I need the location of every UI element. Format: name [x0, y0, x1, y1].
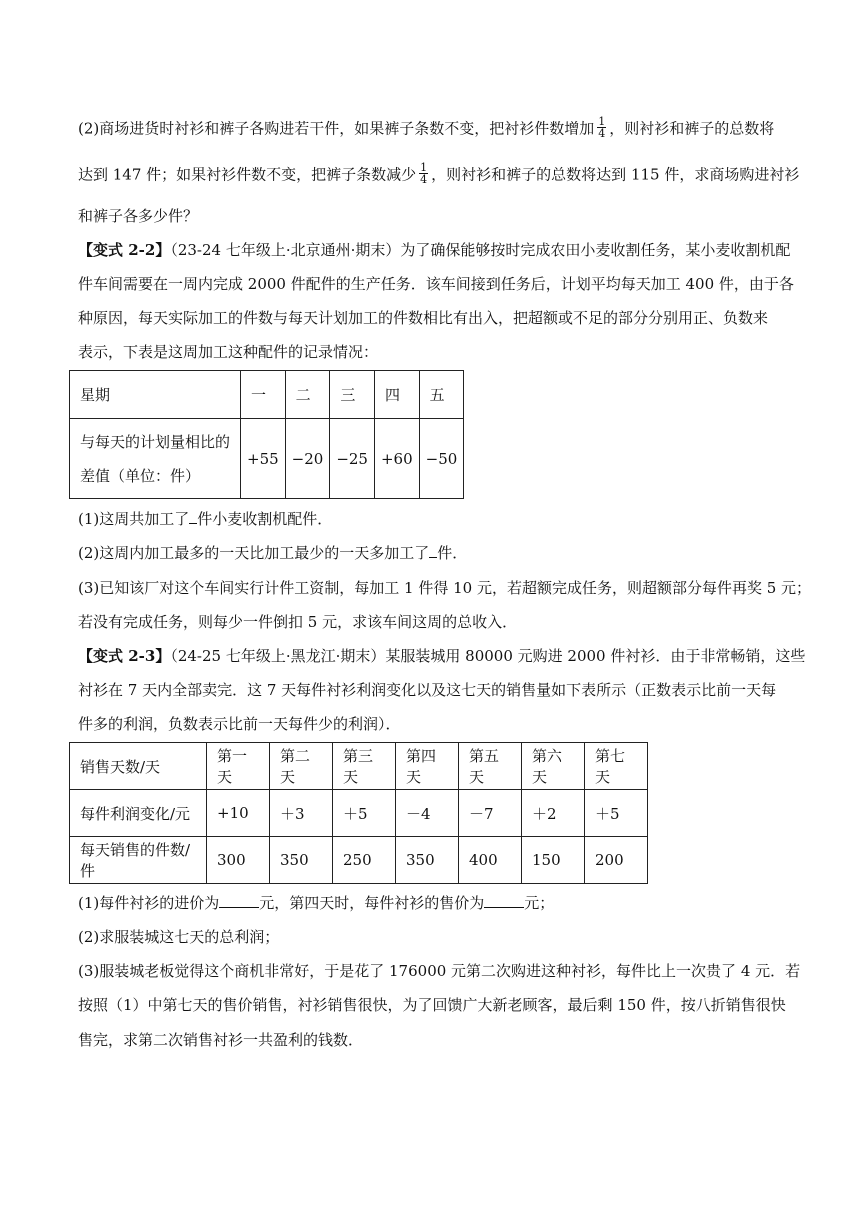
- sales-table: [69, 742, 648, 884]
- answer-blank[interactable]: [219, 893, 259, 908]
- variant-2-3-line3: 件多的利润，负数表示比前一天每件少的利润）．: [78, 715, 401, 733]
- production-table: [69, 370, 464, 499]
- problem2-line1: [78, 115, 775, 141]
- text: ，则衬衫和裤子的总数将: [609, 119, 775, 138]
- question-3-line2: 若没有完成任务，则每少一件倒扣 5 元，求该车间这周的总收入．: [78, 613, 518, 631]
- fraction-one-quarter: $\frac{1}{4}$: [420, 161, 428, 186]
- question-3-line2: 按照（1）中第七天的售价销售，衬衫销售很快，为了回馈广大新老顾客，最后剩 150 件，按八折销售很快: [78, 996, 786, 1014]
- table-row: 星期 一 二 三 四 五: [70, 371, 464, 419]
- table-row: 每件利润变化/元 +10 ＋3 ＋5 －4 －7 ＋2 ＋5: [70, 790, 648, 837]
- variant-2-2-line4: 表示，下表是这周加工这种配件的记录情况：: [78, 343, 379, 361]
- table-row: 销售天数/天 第一天 第二天 第三天 第四天 第五天 第六天 第七天: [70, 743, 648, 790]
- text: ，则衬衫和裤子的总数将达到 115 件，求商场购进衬衫: [431, 165, 800, 184]
- answer-blank[interactable]: [484, 893, 524, 908]
- question-2: (2)这周内加工最多的一天比加工最少的一天多加工了 件．: [78, 544, 468, 562]
- table-row: 与每天的计划量相比的 差值（单位：件） +55 −20 −25 +60 −50: [70, 419, 464, 499]
- problem2-line3: 和裤子各多少件？: [78, 207, 199, 225]
- text: (2)商场进货时衬衫和裤子各购进若干件，如果裤子条数不变，把衬衫件数增加: [78, 119, 595, 138]
- question-2: (2)求服装城这七天的总利润；: [78, 928, 280, 946]
- variant-2-2-line3: 种原因，每天实际加工的件数与每天计划加工的件数相比有出入，把超额或不足的部分分别用正、负数来: [78, 309, 769, 327]
- variant-2-2-line1: 【变式 2-2】（23-24 七年级上·北京通州·期末）为了确保能够按时完成农田小麦收割任务，某小麦收割机配: [78, 241, 791, 259]
- question-1: (1)每件衬衫的进价为 元，第四天时，每件衬衫的售价为 元；: [78, 894, 555, 912]
- variant-2-3-line1: 【变式 2-3】（24-25 七年级上·黑龙江·期末）某服装城用 80000 元购进 2000 件衬衫．由于非常畅销，这些: [78, 647, 806, 665]
- variant-tag: 【变式 2-2】: [78, 241, 171, 259]
- question-3-line1: (3)已知该厂对这个车间实行计件工资制，每加工 1 件得 10 元，若超额完成任务，则超额部分每件再奖 5 元；: [78, 579, 812, 597]
- table-row: 每天销售的件数/件 300 350 250 350 400 150 200: [70, 837, 648, 884]
- fraction-one-quarter: $\frac{1}{4}$: [598, 115, 606, 140]
- problem2-line2: [78, 161, 800, 187]
- text: 达到 147 件；如果衬衫件数不变，把裤子条数减少: [78, 165, 417, 184]
- question-3-line1: (3)服装城老板觉得这个商机非常好，于是花了 176000 元第二次购进这种衬衫，每件比上一次贵了 4 元．若: [78, 962, 801, 980]
- question-3-line3: 售完，求第二次销售衬衫一共盈利的钱数．: [78, 1031, 364, 1049]
- question-1: (1)这周共加工了 件小麦收割机配件．: [78, 510, 333, 528]
- variant-2-3-line2: 衬衫在 7 天内全部卖完．这 7 天每件衬衫利润变化以及这七天的销售量如下表所示（正数表示比前一天每: [78, 681, 777, 699]
- variant-2-2-line2: 件车间需要在一周内完成 2000 件配件的生产任务．该车间接到任务后，计划平均每天加工 400 件，由于各: [78, 275, 794, 293]
- variant-tag: 【变式 2-3】: [78, 647, 171, 665]
